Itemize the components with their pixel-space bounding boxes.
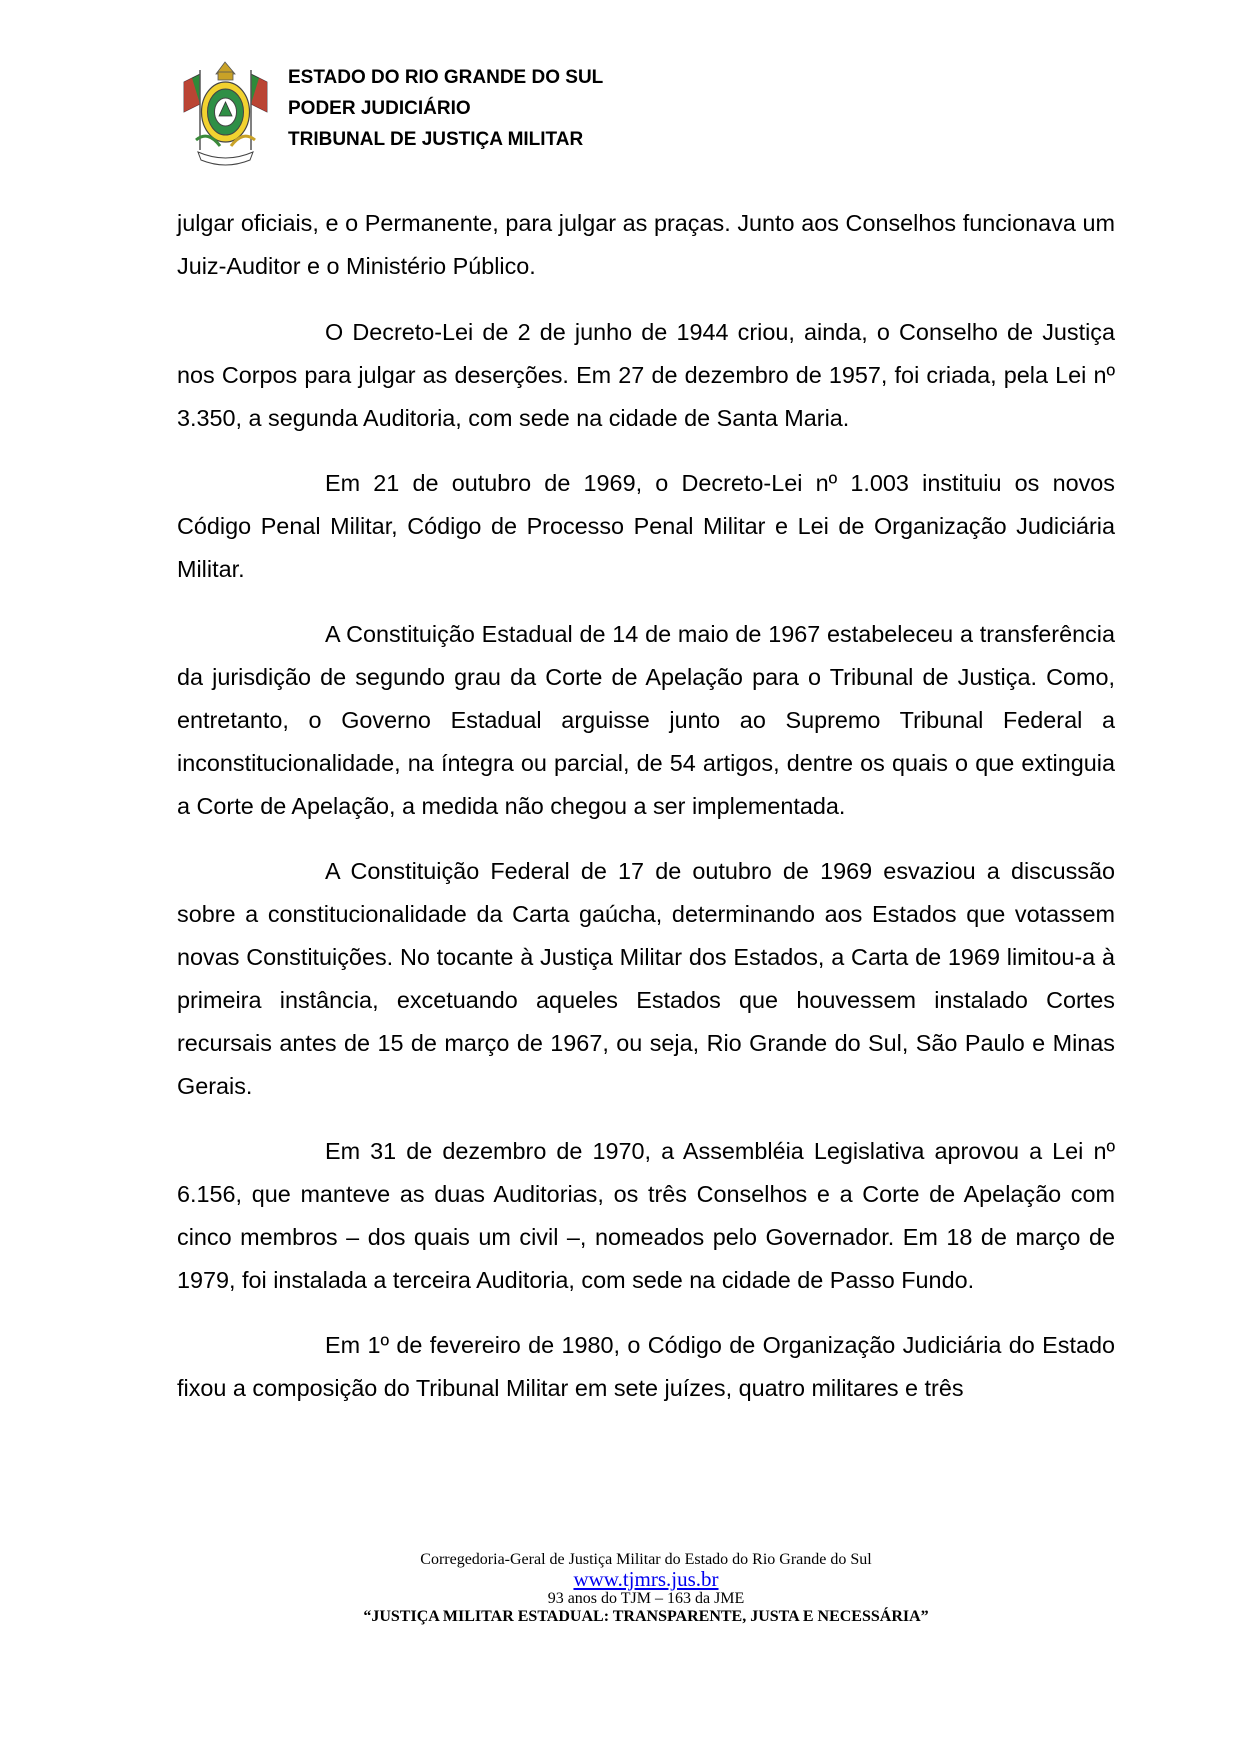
page-footer [177,1551,1115,1626]
footer-institution: Corregedoria-Geral de Justiça Militar do Estado do Rio Grande do Sul [420,1551,872,1568]
document-body [177,202,1115,1432]
court-name: TRIBUNAL DE JUSTIÇA MILITAR [288,129,584,150]
coat-of-arms-icon [178,60,273,170]
branch-name: PODER JUDICIÁRIO [288,98,471,119]
state-name: ESTADO DO RIO GRANDE DO SUL [288,67,604,88]
paragraph: julgar oficiais, e o Permanente, para julgar as praças. Junto aos Conselhos funcionava um Juiz-Auditor e o Ministério Público. [177,210,1115,279]
paragraph: O Decreto-Lei de 2 de junho de 1944 criou, ainda, o Conselho de Justiça nos Corpos para julgar as deserções. Em 27 de dezembro de 1957, foi criada, pela Lei nº 3.350, a segunda Auditoria, com sede na cidade de Santa Maria. [177,319,1115,431]
letterhead [178,60,878,170]
footer-anniversary: 93 anos do TJM – 163 da JME [547,1590,745,1607]
paragraph: A Constituição Estadual de 14 de maio de 1967 estabeleceu a transferência da jurisdição de segundo grau da Corte de Apelação para o Tribunal de Justiça. Como, entretanto, o Governo Estadual arguisse junto ao Supremo Tribunal Federal a inconstitucionalidade, na íntegra ou parcial, de 54 artigos, dentre os quais o que extinguia a Corte de Apelação, a medida não chegou a ser implementada. [177,621,1115,819]
paragraph: Em 21 de outubro de 1969, o Decreto-Lei nº 1.003 instituiu os novos Código Penal Militar, Código de Processo Penal Militar e Lei de Organização Judiciária Militar. [177,470,1115,582]
paragraph: A Constituição Federal de 17 de outubro de 1969 esvaziou a discussão sobre a constitucionalidade da Carta gaúcha, determinando aos Estados que votassem novas Constituições. No tocante à Justiça Militar dos Estados, a Carta de 1969 limitou-a à primeira instância, excetuando aqueles Estados que houvessem instalado Cortes recursais antes de 15 de março de 1967, ou seja, Rio Grande do Sul, São Paulo e Minas Gerais. [177,858,1115,1099]
paragraph: Em 1º de fevereiro de 1980, o Código de Organização Judiciária do Estado fixou a composição do Tribunal Militar em sete juízes, quatro militares e três [177,1332,1115,1401]
footer-motto: “JUSTIÇA MILITAR ESTADUAL: TRANSPARENTE, JUSTA E NECESSÁRIA” [363,1608,929,1625]
footer-website-link[interactable]: www.tjmrs.jus.br [573,1567,719,1591]
paragraph: Em 31 de dezembro de 1970, a Assembléia Legislativa aprovou a Lei nº 6.156, que manteve as duas Auditorias, os três Conselhos e a Corte de Apelação com cinco membros – dos quais um civil –, nomeados pelo Governador. Em 18 de março de 1979, foi instalada a terceira Auditoria, com sede na cidade de Passo Fundo. [177,1138,1115,1293]
